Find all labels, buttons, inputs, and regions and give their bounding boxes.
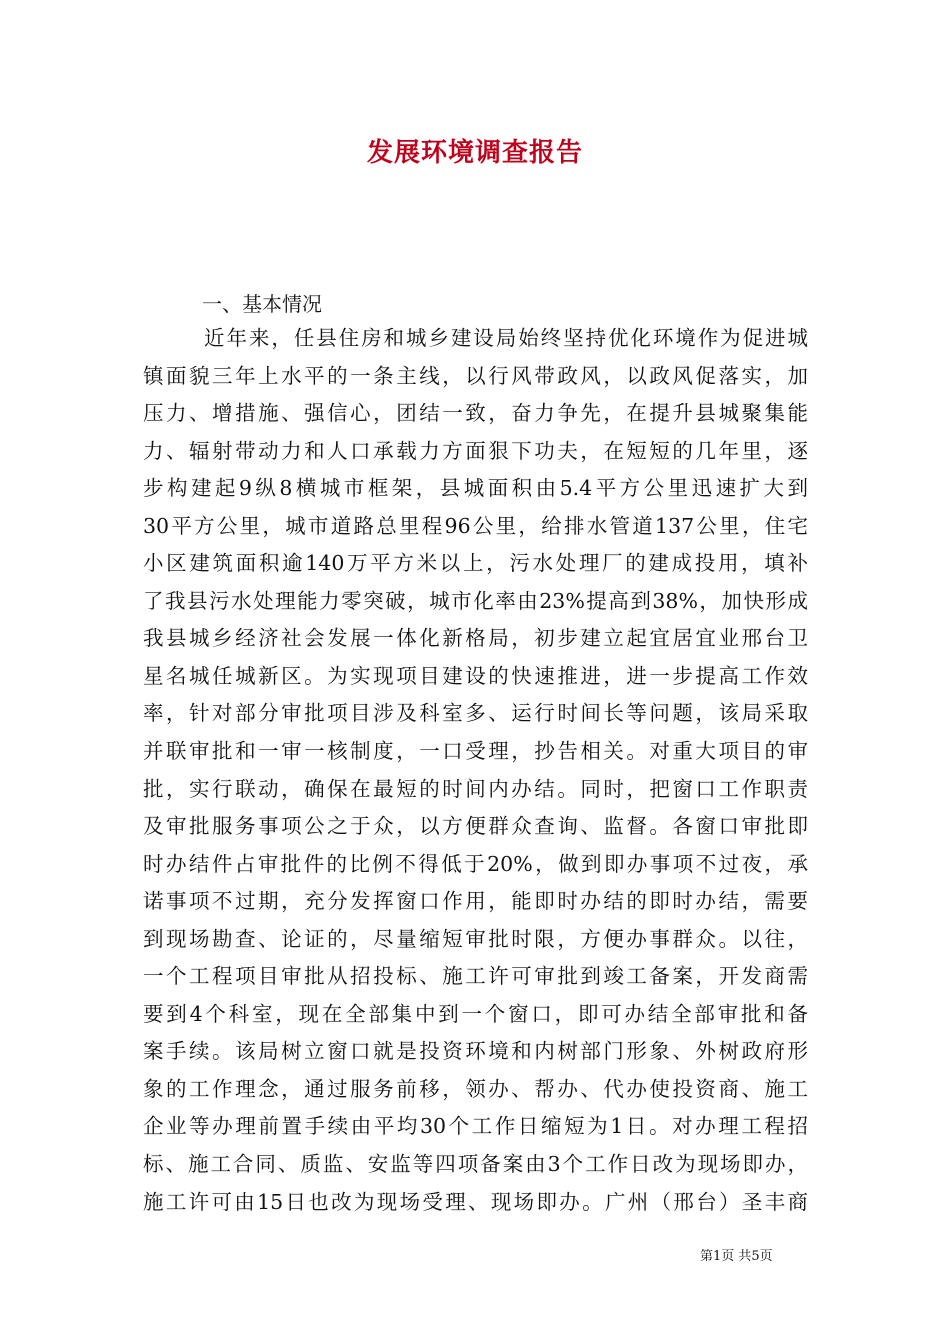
paragraph-line: 批，实行联动，确保在最短的时间内办结。同时，把窗口工作职责 (143, 776, 808, 801)
paragraph-line: 力、辐射带动力和人口承载力方面狠下功夫，在短短的几年里，逐 (143, 438, 808, 463)
paragraph-line: 案手续。该局树立窗口就是投资环境和内树部门形象、外树政府形 (143, 1039, 808, 1064)
section-heading: 一、基本情况 (202, 292, 322, 316)
paragraph-line: 星名城任城新区。为实现项目建设的快速推进，进一步提高工作效 (143, 663, 808, 688)
paragraph-line: 我县城乡经济社会发展一体化新格局，初步建立起宜居宜业邢台卫 (143, 626, 808, 651)
paragraph-line: 近年来，任县住房和城乡建设局始终坚持优化环境作为促进城 (204, 326, 808, 350)
paragraph-line: 率，针对部分审批项目涉及科室多、运行时间长等问题，该局采取 (143, 701, 808, 726)
paragraph-line: 压力、增措施、强信心，团结一致，奋力争先，在提升县城聚集能 (143, 401, 808, 426)
paragraph-line: 要到4个科室，现在全部集中到一个窗口，即可办结全部审批和备 (143, 1001, 808, 1026)
paragraph-line: 企业等办理前置手续由平均30个工作日缩短为1日。对办理工程招 (143, 1114, 808, 1139)
paragraph-line: 一个工程项目审批从招投标、施工许可审批到竣工备案，开发商需 (143, 964, 808, 989)
paragraph-line: 到现场勘查、论证的，尽量缩短审批时限，方便办事群众。以往， (143, 926, 808, 951)
paragraph-line: 步构建起9纵8横城市框架，县城面积由5.4平方公里迅速扩大到 (143, 476, 808, 501)
paragraph-line: 并联审批和一审一核制度，一口受理，抄告相关。对重大项目的审 (143, 739, 808, 764)
paragraph-line: 诺事项不过期，充分发挥窗口作用，能即时办结的即时办结，需要 (143, 889, 808, 914)
paragraph-line: 了我县污水处理能力零突破，城市化率由23%提高到38%，加快形成 (143, 588, 808, 613)
paragraph-line: 施工许可由15日也改为现场受理、现场即办。广州（邢台）圣丰商 (143, 1189, 808, 1214)
paragraph-line: 及审批服务事项公之于众，以方便群众查询、监督。各窗口审批即 (143, 814, 808, 839)
paragraph-line: 时办结件占审批件的比例不得低于20%，做到即办事项不过夜，承 (143, 851, 808, 876)
page-number: 第1页 共5页 (700, 1249, 773, 1264)
document-title: 发展环境调查报告 (366, 138, 583, 168)
paragraph-line: 小区建筑面积逾140万平方米以上，污水处理厂的建成投用，填补 (143, 551, 808, 576)
paragraph-line: 象的工作理念，通过服务前移，领办、帮办、代办使投资商、施工 (143, 1076, 808, 1101)
paragraph-line: 标、施工合同、质监、安监等四项备案由3个工作日改为现场即办， (143, 1152, 808, 1177)
paragraph-line: 30平方公里，城市道路总里程96公里，给排水管道137公里，住宅 (143, 513, 808, 538)
paragraph-line: 镇面貌三年上水平的一条主线，以行风带政风，以政风促落实，加 (143, 363, 808, 388)
body-paragraph (143, 320, 808, 1221)
